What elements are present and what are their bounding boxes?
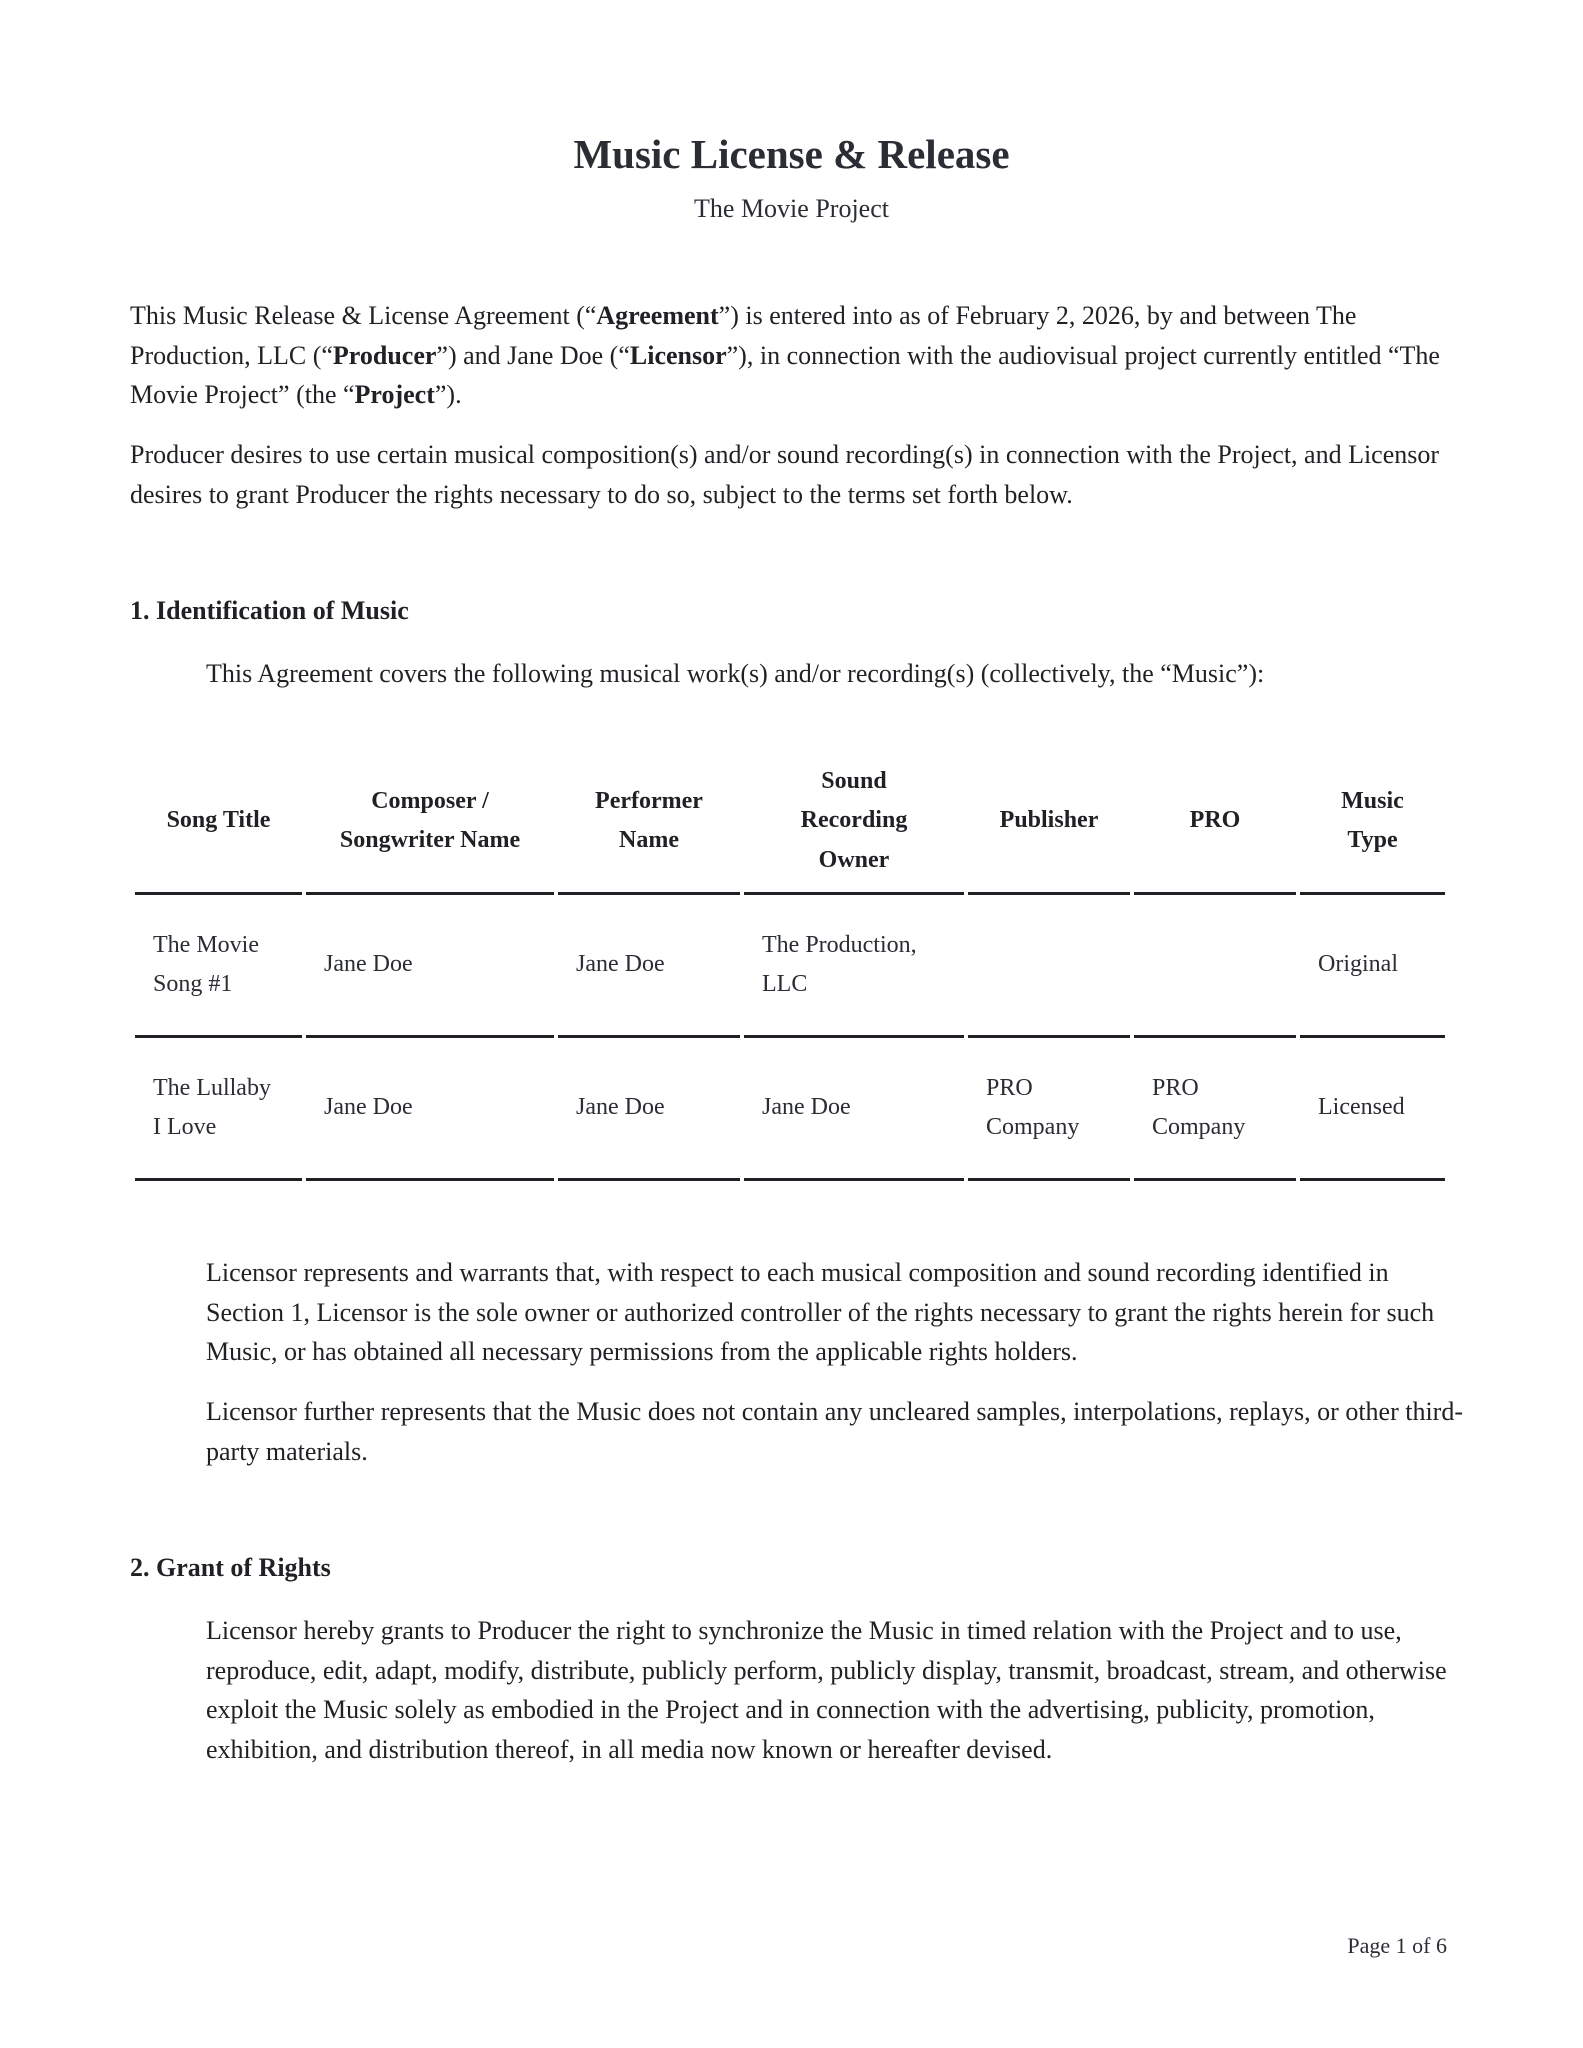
table-header-row — [135, 750, 1445, 895]
cell-song-title: The Movie Song #1 — [135, 895, 302, 1038]
cell-composer: Jane Doe — [306, 1038, 554, 1181]
section-1-heading: 1. Identification of Music — [130, 596, 409, 625]
table-row — [135, 895, 1445, 1038]
cell-publisher — [968, 895, 1130, 1038]
page-number: Page 1 of 6 — [1347, 1933, 1447, 1958]
representations-paragraph: Licensor represents and warrants that, with respect to each musical composition and sound recording identified in Section 1, Licensor is the sole owner or authorized controller of the rights necessary to grant the rights herein for such Music, or has obtained all necessary permissions from the applicable rights holders. — [206, 1258, 1435, 1366]
cell-pro: PRO Company — [1134, 1038, 1296, 1181]
header-song-title: Song Title — [135, 750, 302, 895]
section-1-lead: This Agreement covers the following musical work(s) and/or recording(s) (collectively, the “Music”): — [206, 659, 1265, 688]
table-row — [135, 1038, 1445, 1181]
no-samples-paragraph: Licensor further represents that the Music does not contain any uncleared samples, interpolations, replays, or other third-party materials. — [206, 1397, 1464, 1466]
cell-recording-owner: Jane Doe — [744, 1038, 964, 1181]
cell-publisher: PRO Company — [968, 1038, 1130, 1181]
intro-paragraph: This Music Release & License Agreement (“Agreement”) is entered into as of February 2, 2026, by and between The Production, LLC (“Producer”) and Jane Doe (“Licensor”), in connection with the audiovisual project currently entitled “The Movie Project” (the “Project”). — [130, 301, 1440, 409]
cell-pro — [1134, 895, 1296, 1038]
header-publisher: Publisher — [968, 750, 1130, 895]
music-table — [131, 750, 1449, 1181]
header-composer: Composer / Songwriter Name — [306, 750, 554, 895]
section-2-heading: 2. Grant of Rights — [130, 1553, 331, 1582]
cell-music-type: Licensed — [1300, 1038, 1445, 1181]
header-recording-owner: Sound Recording Owner — [744, 750, 964, 895]
cell-song-title: The Lullaby I Love — [135, 1038, 302, 1181]
header-pro: PRO — [1134, 750, 1296, 895]
purpose-paragraph: Producer desires to use certain musical composition(s) and/or sound recording(s) in connection with the Project, and Licensor desires to grant Producer the rights necessary to do so, subject to the terms set forth below. — [130, 440, 1440, 509]
cell-music-type: Original — [1300, 895, 1445, 1038]
document-title: Music License & Release — [573, 131, 1010, 177]
cell-performer: Jane Doe — [558, 1038, 740, 1181]
document-subtitle: The Movie Project — [694, 194, 889, 223]
header-music-type: Music Type — [1300, 750, 1445, 895]
cell-performer: Jane Doe — [558, 895, 740, 1038]
cell-recording-owner: The Production, LLC — [744, 895, 964, 1038]
cell-composer: Jane Doe — [306, 895, 554, 1038]
header-performer: Performer Name — [558, 750, 740, 895]
grant-paragraph: Licensor hereby grants to Producer the right to synchronize the Music in timed relation with the Project and to use, reproduce, edit, adapt, modify, distribute, publicly perform, publicly display, transmit, broadcast, stream, and otherwise exploit the Music solely as embodied in the Project and in connection with the advertising, publicity, promotion, exhibition, and distribution thereof, in all media now known or hereafter devised. — [206, 1616, 1447, 1764]
